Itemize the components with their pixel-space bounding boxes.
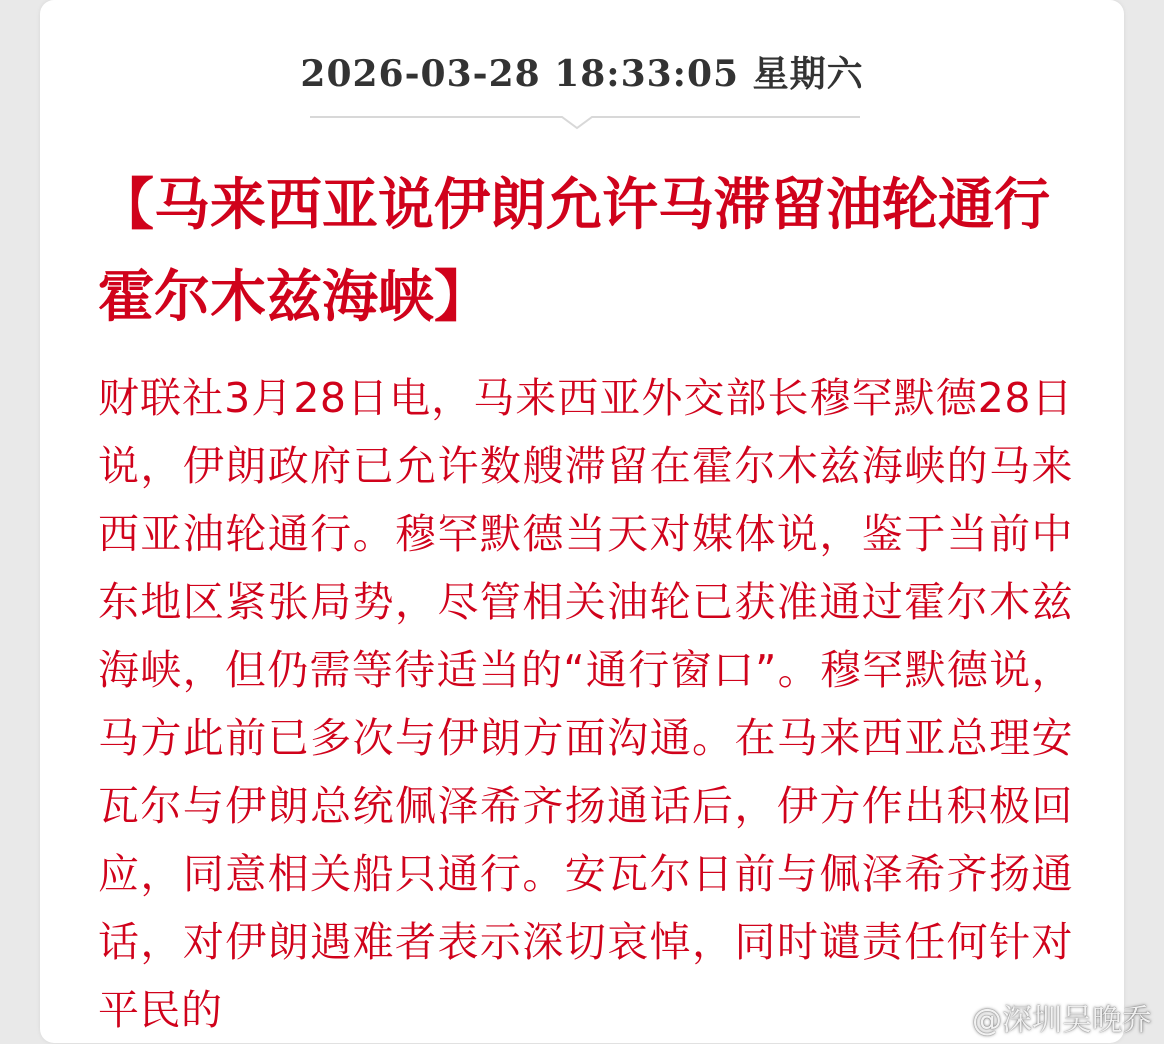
divider-with-notch xyxy=(310,116,860,130)
headline: 【马来西亚说伊朗允许马滞留油轮通行霍尔木兹海峡】 xyxy=(98,173,1050,330)
timestamp: 2026-03-28 18:33:05 星期六 xyxy=(300,53,864,95)
watermark: @深圳吴晚乔 xyxy=(972,1003,1152,1038)
article-body: 财联社3月28日电，马来西亚外交部长穆罕默德28日说，伊朗政府已允许数艘滞留在霍尔木兹海峡的马来西亚油轮通行。穆罕默德当天对媒体说，鉴于当前中东地区紧张局势，尽管相关油轮已获准通过霍尔木兹海峡，但仍需等待适当的“通行窗口”。穆罕默德说，马方此前已多次与伊朗方面沟通。在马来西亚总理安瓦尔与伊朗总统佩泽希齐扬通话后，伊方作出积极回应，同意相关船只通行。安瓦尔日前与佩泽希齐扬通话，对伊朗遇难者表示深切哀悼，同时谴责任何针对平民的 xyxy=(98,374,1073,1034)
